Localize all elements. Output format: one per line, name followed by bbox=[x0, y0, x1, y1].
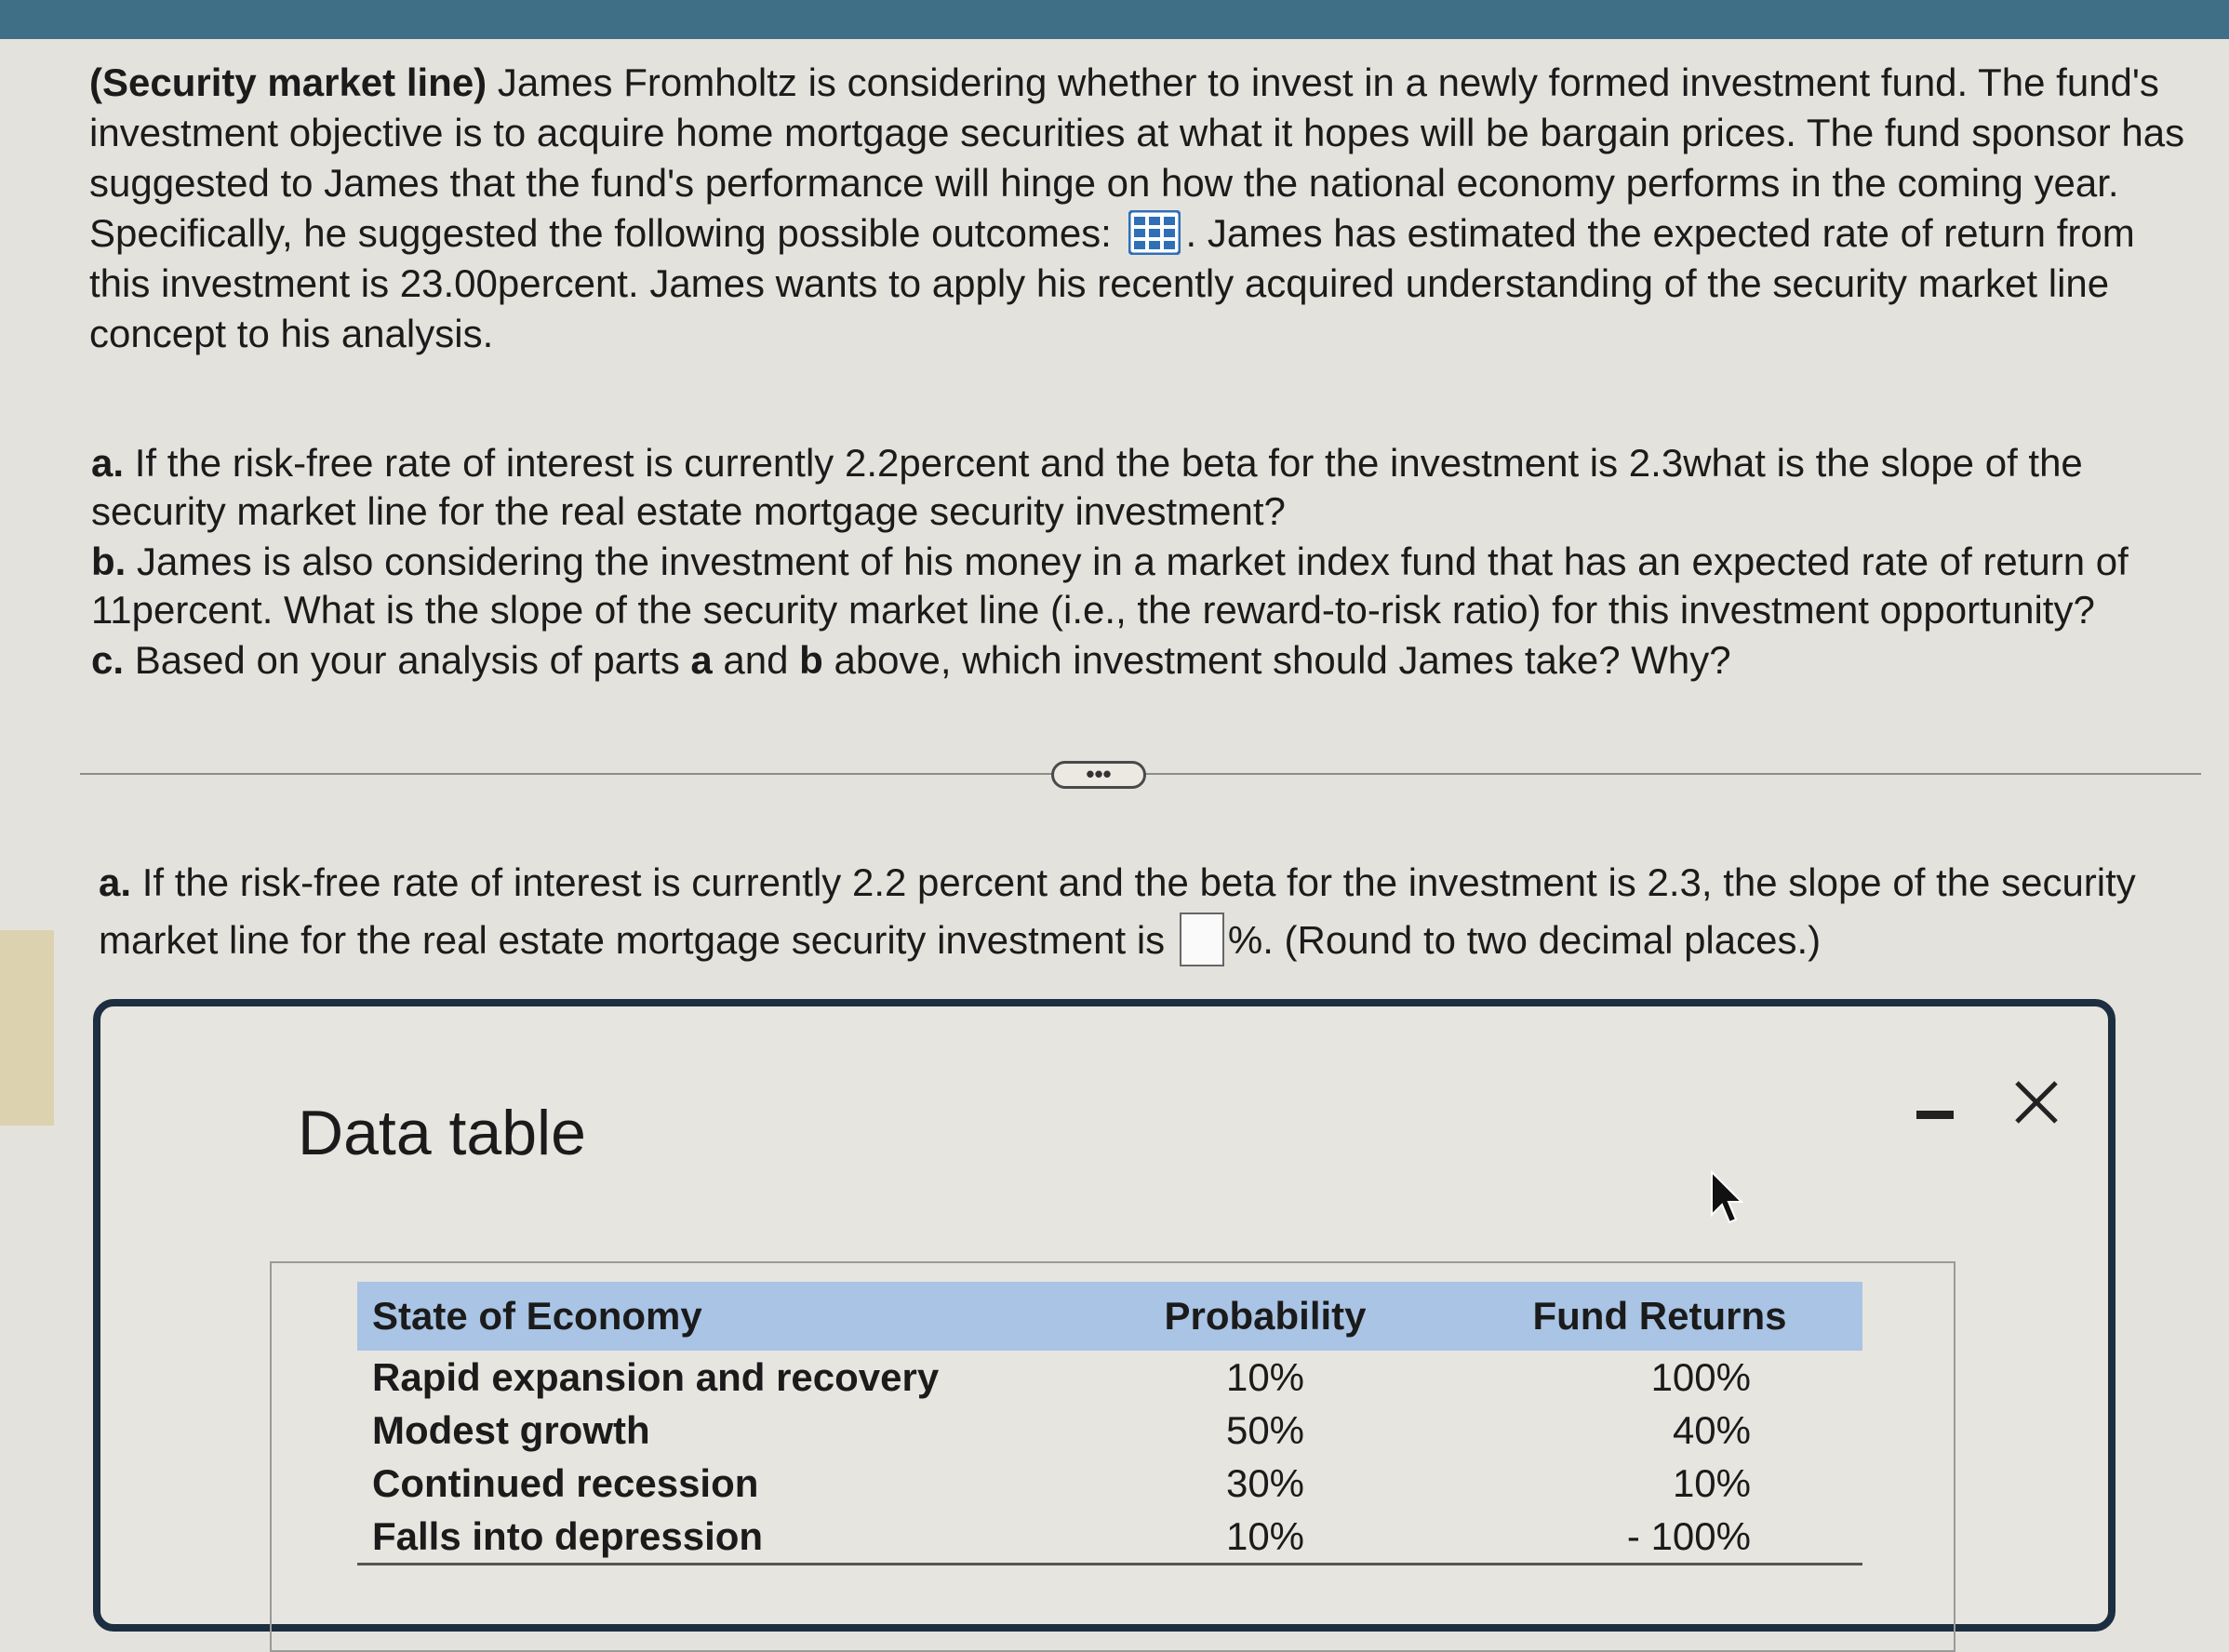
table-row bbox=[357, 1404, 1862, 1457]
part-c: c. Based on your analysis of parts a and b above, which investment should James take? Why? bbox=[91, 638, 1731, 682]
mouse-cursor-icon bbox=[1708, 1170, 1745, 1226]
table-row bbox=[357, 1351, 1862, 1404]
expand-more-button[interactable]: ••• bbox=[1051, 761, 1146, 789]
table-header-row bbox=[357, 1282, 1862, 1351]
cell-probability: 50% bbox=[1225, 1407, 1305, 1452]
header-probability: Probability bbox=[1074, 1282, 1457, 1351]
answer-part-a: a. If the risk-free rate of interest is currently 2.2 percent and the beta for the investment is 2.3, the slope of the security market line for the real estate mortgage security investment is %. (Round to two decimal places.) bbox=[99, 854, 2201, 970]
problem-statement bbox=[89, 58, 2192, 376]
intro-text-2: . James has estimated the expected rate of return from this investment is 23.00percent. James wants to apply his recently acquired understanding of the security market line concept to his analysis. bbox=[89, 211, 2135, 355]
cell-state: Falls into depression bbox=[357, 1510, 1074, 1565]
close-icon[interactable] bbox=[2011, 1077, 2062, 1127]
cell-return: - 100% bbox=[1457, 1510, 1862, 1565]
part-a: a. If the risk-free rate of interest is currently 2.2percent and the beta for the investment is 2.3what is the slope of the security market line for the real estate mortgage security investment? bbox=[91, 441, 2083, 533]
cell-probability: 10% bbox=[1074, 1510, 1457, 1565]
minimize-icon[interactable] bbox=[1915, 1096, 1955, 1133]
cell-probability: 10% bbox=[1225, 1354, 1305, 1399]
header-fund-returns: Fund Returns bbox=[1457, 1282, 1862, 1351]
cell-probability: 30% bbox=[1225, 1460, 1305, 1505]
question-parts bbox=[91, 439, 2194, 686]
problem-intro bbox=[89, 58, 2192, 359]
table-grid-icon[interactable] bbox=[1128, 210, 1181, 255]
cell-return: 100% bbox=[1650, 1354, 1751, 1399]
cell-state: Continued recession bbox=[372, 1460, 759, 1505]
data-table-popup bbox=[93, 999, 2116, 1632]
table-row bbox=[357, 1510, 1862, 1565]
popup-title: Data table bbox=[298, 1098, 586, 1168]
table-row bbox=[357, 1457, 1862, 1510]
left-edge-strip bbox=[0, 930, 54, 1126]
problem-heading: (Security market line) bbox=[89, 60, 487, 104]
top-bar bbox=[0, 0, 2229, 39]
header-state: State of Economy bbox=[357, 1282, 1074, 1351]
part-b: b. James is also considering the investment of his money in a market index fund that has an expected rate of return of 11percent. What is the slope of the security market line (i.e., the reward-to-risk ratio) for this investment opportunity? bbox=[91, 540, 2129, 632]
outcomes-table bbox=[357, 1282, 1862, 1565]
cell-return: 10% bbox=[1672, 1460, 1751, 1505]
answer-section bbox=[99, 854, 2201, 970]
cell-state: Rapid expansion and recovery bbox=[372, 1354, 940, 1399]
cell-state: Modest growth bbox=[372, 1407, 650, 1452]
answer-input[interactable] bbox=[1180, 913, 1224, 966]
cell-return: 40% bbox=[1672, 1407, 1751, 1452]
intro-text-1: James Fromholtz is considering whether to invest in a newly formed investment fund. The fund's investment objective is to acquire home mortgage securities at what it hopes will be bargain prices. The fund sponsor has suggested to James that the fund's performance will hinge on how the national economy performs in the coming year. Specifically, he suggested the following possible outcomes: bbox=[89, 60, 2185, 255]
